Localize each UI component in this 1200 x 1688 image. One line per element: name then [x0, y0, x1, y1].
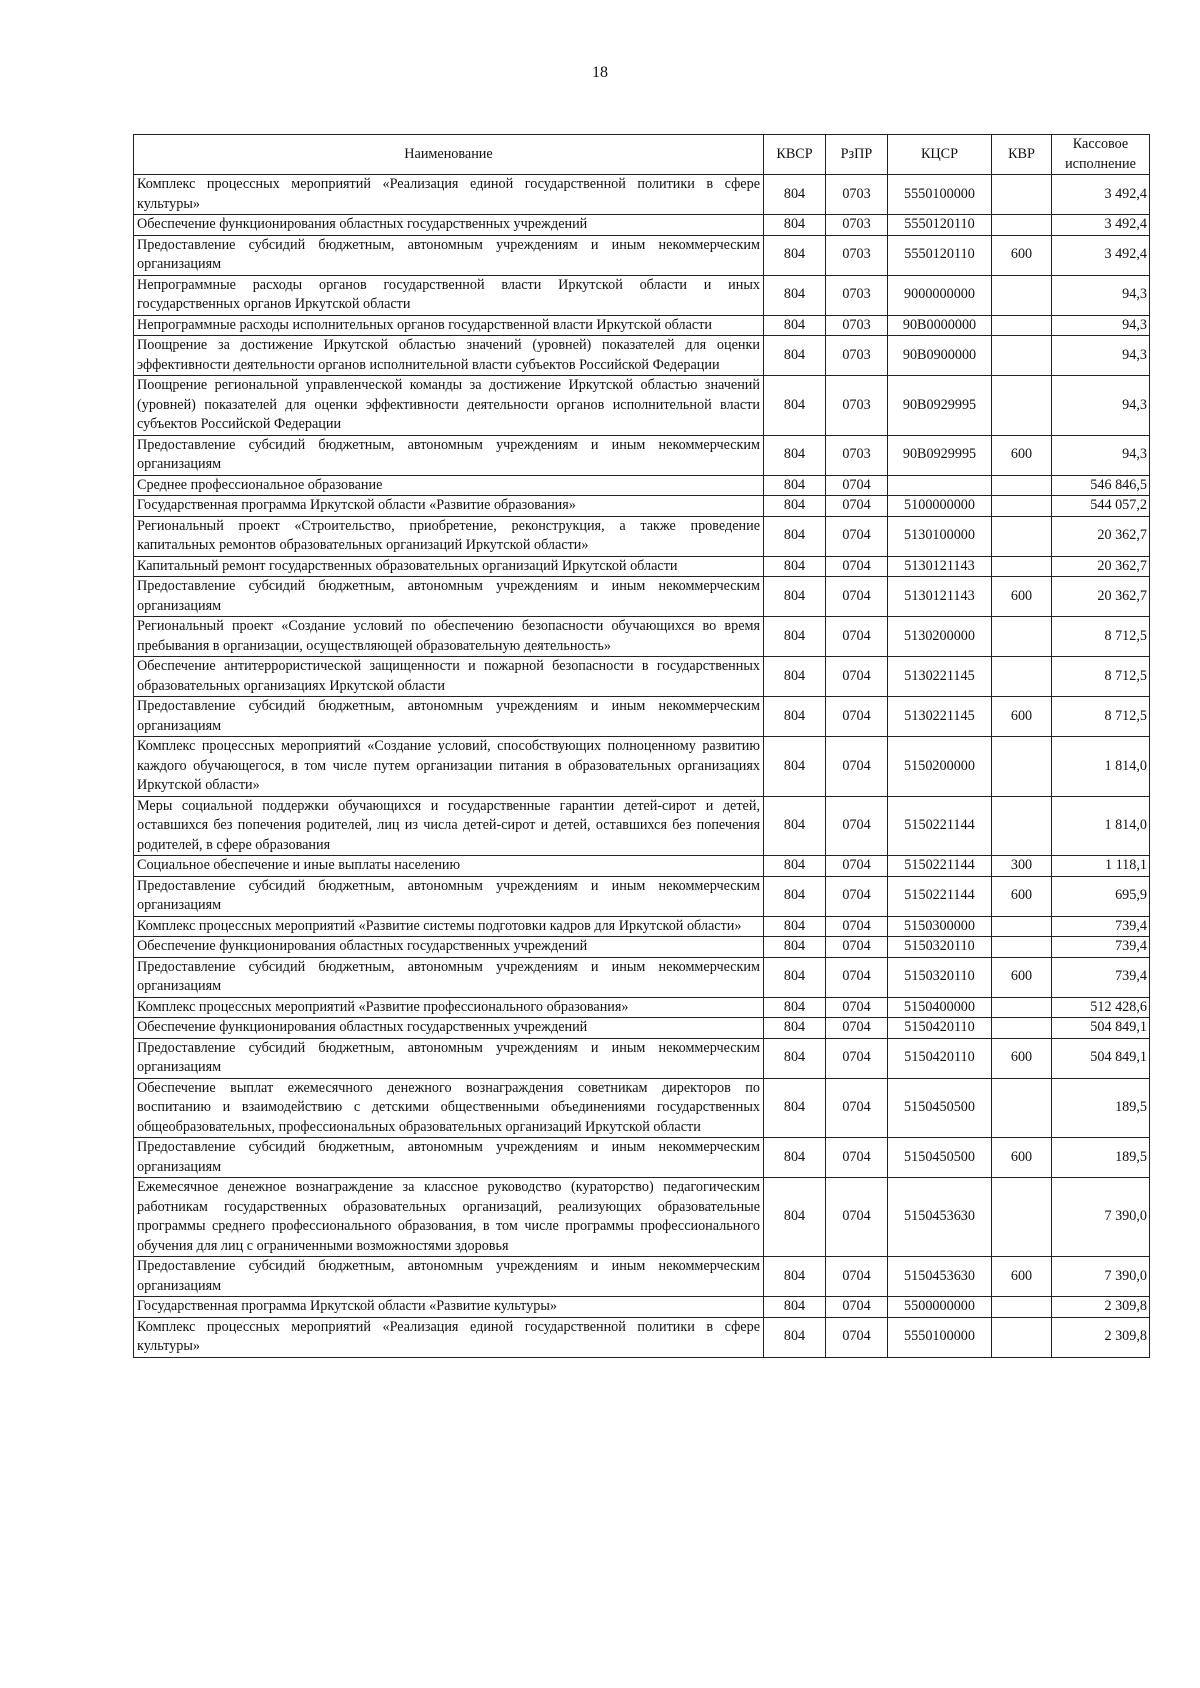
table-row — [134, 856, 1150, 877]
row-rzpr: 0704 — [826, 577, 888, 617]
row-kvsr: 804 — [764, 1038, 826, 1078]
row-kcsr: 5150200000 — [888, 737, 992, 797]
row-name: Предоставление субсидий бюджетным, автономным учреждениям и иным некоммерческим организациям — [134, 1138, 764, 1178]
row-kcsr: 90В0000000 — [888, 315, 992, 336]
row-amount: 1 814,0 — [1052, 737, 1150, 797]
row-name: Комплекс процессных мероприятий «Развитие системы подготовки кадров для Иркутской области» — [134, 916, 764, 937]
row-name: Обеспечение функционирования областных государственных учреждений — [134, 1018, 764, 1039]
row-kcsr: 90В0929995 — [888, 435, 992, 475]
row-kvsr: 804 — [764, 435, 826, 475]
table-row — [134, 516, 1150, 556]
row-name: Комплекс процессных мероприятий «Создание условий, способствующих полноценному развитию каждого обучающегося, в том числе путем организации питания в образовательных организациях Иркутской области» — [134, 737, 764, 797]
row-kcsr: 5150420110 — [888, 1038, 992, 1078]
table-row — [134, 697, 1150, 737]
row-kvr — [992, 275, 1052, 315]
row-kvr: 600 — [992, 1038, 1052, 1078]
row-kcsr: 5550120110 — [888, 215, 992, 236]
row-kcsr: 5550100000 — [888, 175, 992, 215]
row-rzpr: 0704 — [826, 796, 888, 856]
row-kvr — [992, 617, 1052, 657]
row-kvr — [992, 737, 1052, 797]
row-rzpr: 0704 — [826, 957, 888, 997]
row-rzpr: 0703 — [826, 235, 888, 275]
row-kvsr: 804 — [764, 937, 826, 958]
row-kvsr: 804 — [764, 235, 826, 275]
table-row — [134, 1178, 1150, 1257]
header-name: Наименование — [134, 135, 764, 175]
row-kvsr: 804 — [764, 215, 826, 236]
row-amount: 7 390,0 — [1052, 1178, 1150, 1257]
row-name: Непрограммные расходы исполнительных органов государственной власти Иркутской области — [134, 315, 764, 336]
row-amount: 504 849,1 — [1052, 1018, 1150, 1039]
row-amount: 1 814,0 — [1052, 796, 1150, 856]
row-rzpr: 0704 — [826, 937, 888, 958]
row-kcsr: 90В0900000 — [888, 336, 992, 376]
row-kcsr: 5550100000 — [888, 1317, 992, 1357]
row-kvsr: 804 — [764, 516, 826, 556]
row-rzpr: 0703 — [826, 315, 888, 336]
row-amount: 94,3 — [1052, 435, 1150, 475]
row-amount: 20 362,7 — [1052, 516, 1150, 556]
row-rzpr: 0703 — [826, 435, 888, 475]
row-kcsr: 5150320110 — [888, 937, 992, 958]
row-kcsr: 5150450500 — [888, 1138, 992, 1178]
row-kvr — [992, 796, 1052, 856]
row-kcsr: 5130200000 — [888, 617, 992, 657]
row-kcsr: 5150420110 — [888, 1018, 992, 1039]
row-kvr — [992, 556, 1052, 577]
table-row — [134, 1018, 1150, 1039]
row-kvsr: 804 — [764, 697, 826, 737]
row-kvr — [992, 175, 1052, 215]
row-kcsr: 5100000000 — [888, 496, 992, 517]
row-kvr: 600 — [992, 876, 1052, 916]
row-kvr — [992, 215, 1052, 236]
table-row — [134, 235, 1150, 275]
row-kcsr: 5150453630 — [888, 1178, 992, 1257]
row-name: Региональный проект «Создание условий по обеспечению безопасности обучающихся во время пребывания в организации, осуществляющей образовательную деятельность» — [134, 617, 764, 657]
table-row — [134, 1078, 1150, 1138]
row-kvsr: 804 — [764, 1178, 826, 1257]
row-kvsr: 804 — [764, 315, 826, 336]
row-amount: 94,3 — [1052, 336, 1150, 376]
table-row — [134, 937, 1150, 958]
row-kvr: 600 — [992, 1138, 1052, 1178]
row-kvr — [992, 1178, 1052, 1257]
table-row — [134, 435, 1150, 475]
table-row — [134, 1038, 1150, 1078]
row-name: Среднее профессиональное образование — [134, 475, 764, 496]
page-number: 18 — [592, 64, 608, 81]
row-name: Предоставление субсидий бюджетным, автономным учреждениям и иным некоммерческим организациям — [134, 1257, 764, 1297]
row-rzpr: 0704 — [826, 856, 888, 877]
row-amount: 512 428,6 — [1052, 997, 1150, 1018]
row-name: Ежемесячное денежное вознаграждение за классное руководство (кураторство) педагогическим работникам государственных образовательных организаций, реализующих образовательные программы среднего профессионального образования, в том числе программы профессионального обучения для лиц с ограниченными возможностями здоровья — [134, 1178, 764, 1257]
table-row — [134, 475, 1150, 496]
row-rzpr: 0704 — [826, 1317, 888, 1357]
row-kcsr: 5150300000 — [888, 916, 992, 937]
row-amount: 504 849,1 — [1052, 1038, 1150, 1078]
row-kvsr: 804 — [764, 657, 826, 697]
row-kvsr: 804 — [764, 737, 826, 797]
row-name: Региональный проект «Строительство, приобретение, реконструкция, а также проведение капитальных ремонтов образовательных организаций Иркутской области» — [134, 516, 764, 556]
table-row — [134, 496, 1150, 517]
row-kcsr: 9000000000 — [888, 275, 992, 315]
row-amount: 739,4 — [1052, 957, 1150, 997]
row-kcsr: 5130121143 — [888, 577, 992, 617]
row-amount: 546 846,5 — [1052, 475, 1150, 496]
row-name: Социальное обеспечение и иные выплаты населению — [134, 856, 764, 877]
row-amount: 739,4 — [1052, 937, 1150, 958]
row-name: Предоставление субсидий бюджетным, автономным учреждениям и иным некоммерческим организациям — [134, 577, 764, 617]
row-rzpr: 0704 — [826, 617, 888, 657]
table-row — [134, 916, 1150, 937]
row-rzpr: 0704 — [826, 876, 888, 916]
row-rzpr: 0704 — [826, 1078, 888, 1138]
row-kvsr: 804 — [764, 1018, 826, 1039]
row-kvsr: 804 — [764, 496, 826, 517]
row-amount: 1 118,1 — [1052, 856, 1150, 877]
row-rzpr: 0704 — [826, 657, 888, 697]
table-body — [134, 175, 1150, 1358]
table-row — [134, 275, 1150, 315]
row-name: Капитальный ремонт государственных образовательных организаций Иркутской области — [134, 556, 764, 577]
row-kvsr: 804 — [764, 617, 826, 657]
row-kcsr: 5150221144 — [888, 876, 992, 916]
row-kcsr: 5550120110 — [888, 235, 992, 275]
table-row — [134, 997, 1150, 1018]
row-kvr — [992, 1018, 1052, 1039]
row-rzpr: 0704 — [826, 1018, 888, 1039]
row-rzpr: 0703 — [826, 376, 888, 436]
row-rzpr: 0703 — [826, 175, 888, 215]
table-row — [134, 957, 1150, 997]
row-name: Обеспечение антитеррористической защищенности и пожарной безопасности в государственных образовательных организациях Иркутской области — [134, 657, 764, 697]
row-rzpr: 0704 — [826, 556, 888, 577]
row-rzpr: 0704 — [826, 496, 888, 517]
table-row — [134, 175, 1150, 215]
row-kvr — [992, 1078, 1052, 1138]
row-kvr — [992, 376, 1052, 436]
row-amount: 3 492,4 — [1052, 175, 1150, 215]
row-rzpr: 0704 — [826, 697, 888, 737]
row-rzpr: 0704 — [826, 516, 888, 556]
row-name: Непрограммные расходы органов государственной власти Иркутской области и иных государственных органов Иркутской области — [134, 275, 764, 315]
row-kvr — [992, 997, 1052, 1018]
row-kvr: 600 — [992, 957, 1052, 997]
table-row — [134, 336, 1150, 376]
header-amount: Кассовое исполнение — [1052, 135, 1150, 175]
row-rzpr: 0703 — [826, 336, 888, 376]
table-row — [134, 215, 1150, 236]
row-rzpr: 0704 — [826, 1138, 888, 1178]
row-amount: 2 309,8 — [1052, 1317, 1150, 1357]
row-amount: 94,3 — [1052, 376, 1150, 436]
row-kvr: 600 — [992, 435, 1052, 475]
row-kvr — [992, 916, 1052, 937]
row-name: Поощрение за достижение Иркутской областью значений (уровней) показателей для оценки эффективности деятельности органов исполнительной власти субъектов Российской Федерации — [134, 336, 764, 376]
row-kvsr: 804 — [764, 856, 826, 877]
row-kcsr: 5500000000 — [888, 1297, 992, 1318]
row-kvsr: 804 — [764, 376, 826, 436]
row-kvsr: 804 — [764, 916, 826, 937]
row-amount: 8 712,5 — [1052, 657, 1150, 697]
row-rzpr: 0704 — [826, 1257, 888, 1297]
row-kvr: 600 — [992, 235, 1052, 275]
row-name: Комплекс процессных мероприятий «Реализация единой государственной политики в сфере культуры» — [134, 175, 764, 215]
row-kvsr: 804 — [764, 475, 826, 496]
row-kvsr: 804 — [764, 957, 826, 997]
row-name: Предоставление субсидий бюджетным, автономным учреждениям и иным некоммерческим организациям — [134, 435, 764, 475]
row-name: Предоставление субсидий бюджетным, автономным учреждениям и иным некоммерческим организациям — [134, 957, 764, 997]
row-amount: 94,3 — [1052, 275, 1150, 315]
row-amount: 7 390,0 — [1052, 1257, 1150, 1297]
row-kcsr: 5150221144 — [888, 796, 992, 856]
table-row — [134, 376, 1150, 436]
table-row — [134, 617, 1150, 657]
row-kvsr: 804 — [764, 1297, 826, 1318]
header-kvsr: КВСР — [764, 135, 826, 175]
row-kvr — [992, 937, 1052, 958]
row-kvsr: 804 — [764, 1257, 826, 1297]
row-kvsr: 804 — [764, 1317, 826, 1357]
table-row — [134, 1317, 1150, 1357]
header-kcsr: КЦСР — [888, 135, 992, 175]
row-rzpr: 0704 — [826, 916, 888, 937]
row-amount: 544 057,2 — [1052, 496, 1150, 517]
table-row — [134, 657, 1150, 697]
table-row — [134, 1138, 1150, 1178]
row-kvr — [992, 1297, 1052, 1318]
row-kcsr: 5150400000 — [888, 997, 992, 1018]
row-kvsr: 804 — [764, 876, 826, 916]
row-kcsr: 5150453630 — [888, 1257, 992, 1297]
row-kvsr: 804 — [764, 796, 826, 856]
table-row — [134, 556, 1150, 577]
row-amount: 94,3 — [1052, 315, 1150, 336]
row-rzpr: 0704 — [826, 997, 888, 1018]
row-kvr — [992, 496, 1052, 517]
row-kcsr: 5150221144 — [888, 856, 992, 877]
row-rzpr: 0704 — [826, 1038, 888, 1078]
row-name: Обеспечение выплат ежемесячного денежного вознаграждения советникам директоров по воспитанию и взаимодействию с детскими общественными объединениями государственных общеобразовательных, профессиональных образовательных организаций Иркутской области — [134, 1078, 764, 1138]
row-name: Предоставление субсидий бюджетным, автономным учреждениям и иным некоммерческим организациям — [134, 697, 764, 737]
row-rzpr: 0703 — [826, 275, 888, 315]
row-rzpr: 0704 — [826, 737, 888, 797]
row-kvsr: 804 — [764, 1078, 826, 1138]
row-name: Обеспечение функционирования областных государственных учреждений — [134, 937, 764, 958]
row-kvr: 300 — [992, 856, 1052, 877]
row-amount: 8 712,5 — [1052, 697, 1150, 737]
table-row — [134, 1257, 1150, 1297]
row-name: Комплекс процессных мероприятий «Развитие профессионального образования» — [134, 997, 764, 1018]
row-amount: 695,9 — [1052, 876, 1150, 916]
table-row — [134, 315, 1150, 336]
row-amount: 20 362,7 — [1052, 577, 1150, 617]
row-kcsr: 5150450500 — [888, 1078, 992, 1138]
header-rzpr: РзПР — [826, 135, 888, 175]
row-name: Поощрение региональной управленческой команды за достижение Иркутской областью значений (уровней) показателей для оценки эффективности деятельности органов исполнительной власти субъектов Российской Федерации — [134, 376, 764, 436]
row-amount: 3 492,4 — [1052, 235, 1150, 275]
table-row — [134, 737, 1150, 797]
row-name: Государственная программа Иркутской области «Развитие культуры» — [134, 1297, 764, 1318]
row-kvsr: 804 — [764, 275, 826, 315]
row-kcsr: 5150320110 — [888, 957, 992, 997]
row-name: Предоставление субсидий бюджетным, автономным учреждениям и иным некоммерческим организациям — [134, 235, 764, 275]
budget-table — [133, 134, 1150, 1358]
row-name: Комплекс процессных мероприятий «Реализация единой государственной политики в сфере культуры» — [134, 1317, 764, 1357]
row-name: Государственная программа Иркутской области «Развитие образования» — [134, 496, 764, 517]
row-kvsr: 804 — [764, 997, 826, 1018]
row-kcsr: 90В0929995 — [888, 376, 992, 436]
row-amount: 739,4 — [1052, 916, 1150, 937]
row-kvr — [992, 336, 1052, 376]
row-kvr — [992, 315, 1052, 336]
row-kvr — [992, 657, 1052, 697]
header-kvr: КВР — [992, 135, 1052, 175]
row-kvsr: 804 — [764, 577, 826, 617]
row-kvr: 600 — [992, 697, 1052, 737]
table-row — [134, 1297, 1150, 1318]
row-kcsr — [888, 475, 992, 496]
row-amount: 2 309,8 — [1052, 1297, 1150, 1318]
row-amount: 189,5 — [1052, 1078, 1150, 1138]
row-kvsr: 804 — [764, 175, 826, 215]
row-kvr — [992, 475, 1052, 496]
row-amount: 8 712,5 — [1052, 617, 1150, 657]
row-kvr: 600 — [992, 577, 1052, 617]
row-amount: 20 362,7 — [1052, 556, 1150, 577]
row-kvsr: 804 — [764, 336, 826, 376]
row-rzpr: 0703 — [826, 215, 888, 236]
table-row — [134, 577, 1150, 617]
row-name: Предоставление субсидий бюджетным, автономным учреждениям и иным некоммерческим организациям — [134, 876, 764, 916]
row-rzpr: 0704 — [826, 1297, 888, 1318]
row-kcsr: 5130221145 — [888, 697, 992, 737]
row-kvsr: 804 — [764, 556, 826, 577]
row-name: Предоставление субсидий бюджетным, автономным учреждениям и иным некоммерческим организациям — [134, 1038, 764, 1078]
row-amount: 189,5 — [1052, 1138, 1150, 1178]
row-rzpr: 0704 — [826, 475, 888, 496]
table-row — [134, 796, 1150, 856]
row-kcsr: 5130100000 — [888, 516, 992, 556]
row-name: Обеспечение функционирования областных государственных учреждений — [134, 215, 764, 236]
row-amount: 3 492,4 — [1052, 215, 1150, 236]
row-kcsr: 5130121143 — [888, 556, 992, 577]
row-kvr: 600 — [992, 1257, 1052, 1297]
row-rzpr: 0704 — [826, 1178, 888, 1257]
row-kvr — [992, 1317, 1052, 1357]
table-header-row — [134, 135, 1150, 175]
row-kvsr: 804 — [764, 1138, 826, 1178]
table-row — [134, 876, 1150, 916]
row-kcsr: 5130221145 — [888, 657, 992, 697]
row-kvr — [992, 516, 1052, 556]
row-name: Меры социальной поддержки обучающихся и государственные гарантии детей-сирот и детей, оставшихся без попечения родителей, лиц из числа детей-сирот и детей, оставшихся без попечения родителей, в сфере образования — [134, 796, 764, 856]
